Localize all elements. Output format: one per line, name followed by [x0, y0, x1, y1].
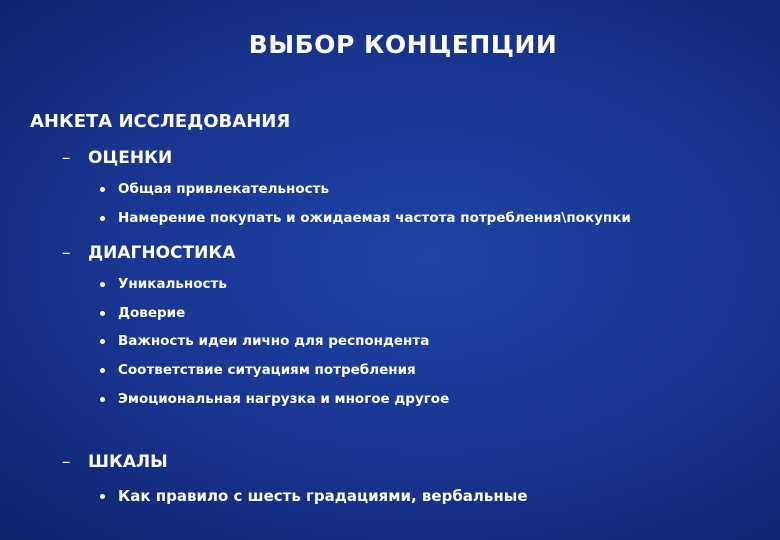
dash-marker: –: [62, 148, 71, 168]
section-heading: АНКЕТА ИССЛЕДОВАНИЯ: [30, 111, 291, 132]
list-item: [100, 181, 329, 197]
list-item-text: Соответствие ситуациям потребления: [118, 362, 416, 378]
list-item-text: Как правило с шесть градациями, вербальные: [118, 487, 528, 505]
list-item-text: Эмоциональная нагрузка и многое другое: [118, 391, 450, 407]
bullet-icon: [100, 368, 105, 373]
list-item: [100, 210, 631, 226]
list-item: [100, 362, 416, 378]
list-item-text: Намерение покупать и ожидаемая частота потребления\покупки: [118, 210, 631, 226]
bullet-icon: [100, 339, 105, 344]
list-item: [100, 487, 528, 505]
bullet-icon: [100, 494, 105, 499]
group-label: ОЦЕНКИ: [88, 148, 173, 168]
group-diagnostika: [62, 243, 235, 263]
list-item: [100, 305, 185, 321]
bullet-icon: [100, 282, 105, 287]
list-item: [100, 333, 429, 349]
bullet-icon: [100, 216, 105, 221]
list-item-text: Важность идеи лично для респондента: [118, 333, 430, 349]
list-item: [100, 276, 227, 292]
dash-marker: –: [62, 452, 71, 472]
group-label: ДИАГНОСТИКА: [88, 243, 236, 263]
dash-marker: –: [62, 243, 71, 263]
bullet-icon: [100, 187, 105, 192]
group-label: ШКАЛЫ: [88, 452, 168, 472]
list-item-text: Доверие: [118, 305, 186, 321]
bullet-icon: [100, 311, 105, 316]
group-ocenki: [62, 148, 172, 168]
slide-title: ВЫБОР КОНЦЕПЦИИ: [248, 30, 558, 59]
group-shkaly: [62, 452, 168, 472]
list-item-text: Уникальность: [118, 276, 227, 292]
list-item-text: Общая привлекательность: [118, 181, 329, 197]
list-item: [100, 391, 449, 407]
bullet-icon: [100, 397, 105, 402]
